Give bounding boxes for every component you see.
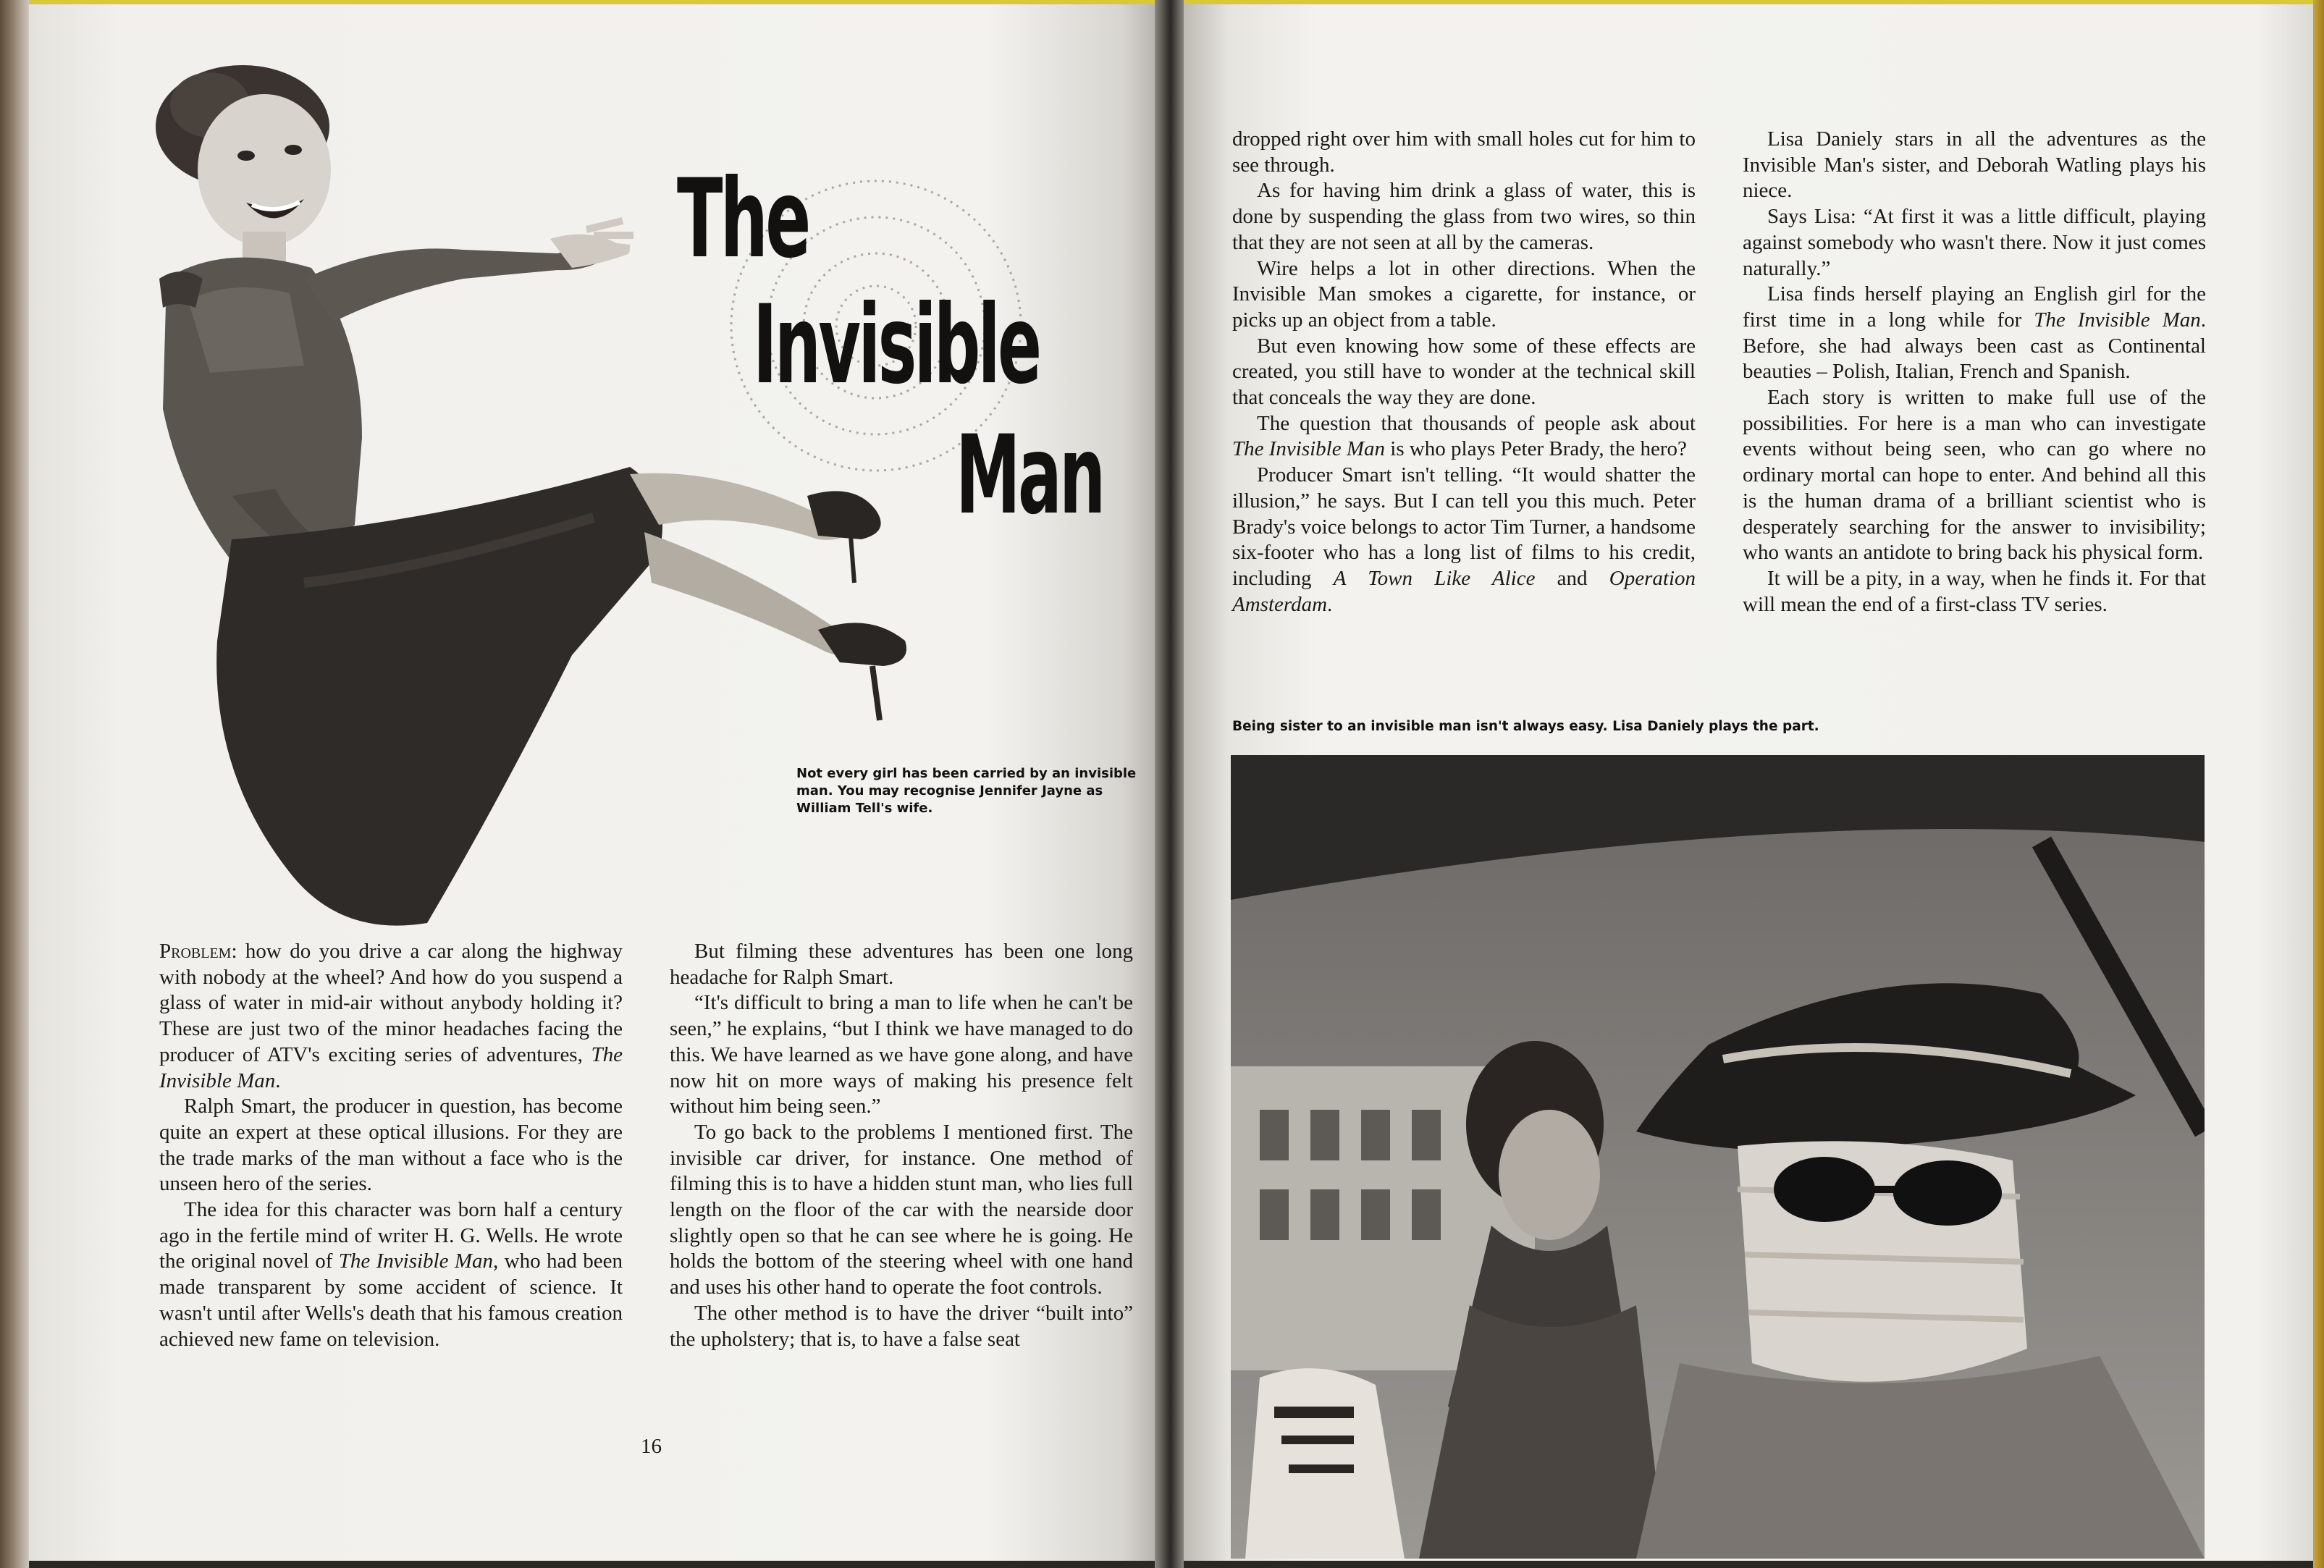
italic-title: The Invisible Man [338,1249,494,1273]
paragraph [1232,334,1696,411]
text-run: how do you drive a car along the highway with nobody at the wheel? And how do you suspend a glass of water in mid-air without anybody holding it? These are just two of the minor headaches facing the producer of ATV's exciting series of adventures, [159,940,623,1066]
text-run: Lisa Daniely stars in all the adventures as the Invisible Man's sister, and Deborah Watling plays his niece. [1743,127,2206,203]
magazine-left-edge [0,0,29,1568]
title-line-invisible: Invisible [753,282,1040,408]
magazine-right-edge [2313,0,2324,1568]
page-number: 16 [641,1435,662,1458]
paragraph [670,990,1133,1120]
text-run: As for having him drink a glass of water, this is done by suspending the glass from two wires, so thin that they are not seen at all by the cameras. [1232,179,1696,254]
paragraph [159,939,623,1094]
paragraph [159,1094,623,1197]
italic-title: A Town Like Alice [1333,566,1536,590]
text-run: and [1535,566,1609,590]
text-run: It will be a pity, in a way, when he finds it. For that will mean the end of a first-class TV series. [1743,566,2206,616]
caption-right-photo: Being sister to an invisible man isn't always easy. Lisa Daniely plays the part. [1232,719,1819,734]
article-column-4 [1743,127,2206,617]
text-run: Wire helps a lot in other directions. When the Invisible Man smokes a cigarette, for instance, or picks up an object from a table. [1232,256,1696,332]
text-run: Producer Smart isn't telling. “It would shatter the illusion,” he says. But I can tell you this much. Peter Brady's voice belongs to actor Tim Turner, a handsome six-footer who has a long list of films to his credit, including [1232,463,1696,590]
text-run: “It's difficult to bring a man to life when he can't be seen,” he explains, “but I think we have managed to do this. We have learned as we have gone along, and have now hit on more ways of making his presence felt without him being seen.” [670,991,1133,1118]
text-run: Ralph Smart, the producer in question, has become quite an expert at these optical illusions. For they are the trade marks of the man without a face who is the unseen hero of the series. [159,1095,623,1196]
text-run: Lisa finds herself playing an English girl for the first time in a long while for [1743,282,2206,332]
paragraph [1743,385,2206,566]
text-run: . [1327,592,1333,616]
article-column-2 [670,939,1133,1352]
paragraph [1743,566,2206,617]
text-run: But even knowing how some of these effects are created, you still have to wonder at the technical skill that conceals the way they are done. [1232,334,1696,410]
lead-in: Problem: [159,940,237,963]
italic-title: Operation Amsterdam [1232,566,1696,616]
paragraph [670,1120,1133,1301]
paragraph [1232,256,1696,334]
text-run: , who had been made transparent by some accident of science. It wasn't until after Wells's death that his famous creation achieved new fame on television. [159,1249,623,1351]
photo-car-scene [1231,755,2205,1559]
paragraph [1743,204,2206,282]
paragraph [1232,178,1696,256]
text-run: . Before, she had always been cast as Continental beauties – Polish, Italian, French and Spanish. [1743,308,2206,384]
paragraph [1232,463,1696,617]
paragraph [670,939,1133,990]
text-run: To go back to the problems I mentioned first. The invisible car driver, for instance. One method of filming this is to have a hidden stunt man, who lies full length on the floor of the car with the nearside door slightly open so that he can see where he is going. He holds the bottom of the steering wheel with one hand and uses his other hand to operate the foot controls. [670,1120,1133,1299]
spine-gutter [1155,0,1184,1568]
paragraph [1743,282,2206,385]
title-line-man: Man [956,413,1103,539]
article-column-1 [159,939,623,1352]
paragraph [670,1301,1133,1352]
text-run: But filming these adventures has been one long headache for Ralph Smart. [670,940,1133,989]
title-line-the: The [677,156,809,282]
italic-title: The Invisible Man [2034,308,2201,332]
article-column-3 [1232,127,1696,617]
italic-title: The Invisible Man [1232,437,1386,461]
text-run: The idea for this character was born half a century ago in the fertile mind of writer H. G. Wells. He wrote the original novel of [159,1198,623,1273]
text-run: Each story is written to make full use of the possibilities. For here is a man who can investigate events without being seen, who can go where no ordinary mortal can hope to enter. And behind all this is the human drama of a brilliant scientist who is desperately searching for the answer to invisibility; who wants an antidote to bring back his physical form. [1743,386,2206,565]
italic-title: The Invisible Man [159,1042,623,1092]
text-run: dropped right over him with small holes cut for him to see through. [1232,127,1696,177]
paragraph [1232,127,1696,178]
caption-left-photo: Not every girl has been carried by an invisible man. You may recognise Jennifer Jayne as William Tell's wife. [796,766,1137,816]
text-run: Says Lisa: “At first it was a little difficult, playing against somebody who wasn't there. Now it just comes naturally.” [1743,205,2206,280]
paragraph [1232,411,1696,463]
paragraph [159,1197,623,1352]
text-run: is who plays Peter Brady, the hero? [1385,437,1687,461]
text-run: The other method is to have the driver “built into” the upholstery; that is, to have a false seat [670,1301,1133,1351]
paragraph [1743,127,2206,204]
text-run: The question that thousands of people ask about [1257,411,1696,435]
text-run: . [275,1068,281,1092]
